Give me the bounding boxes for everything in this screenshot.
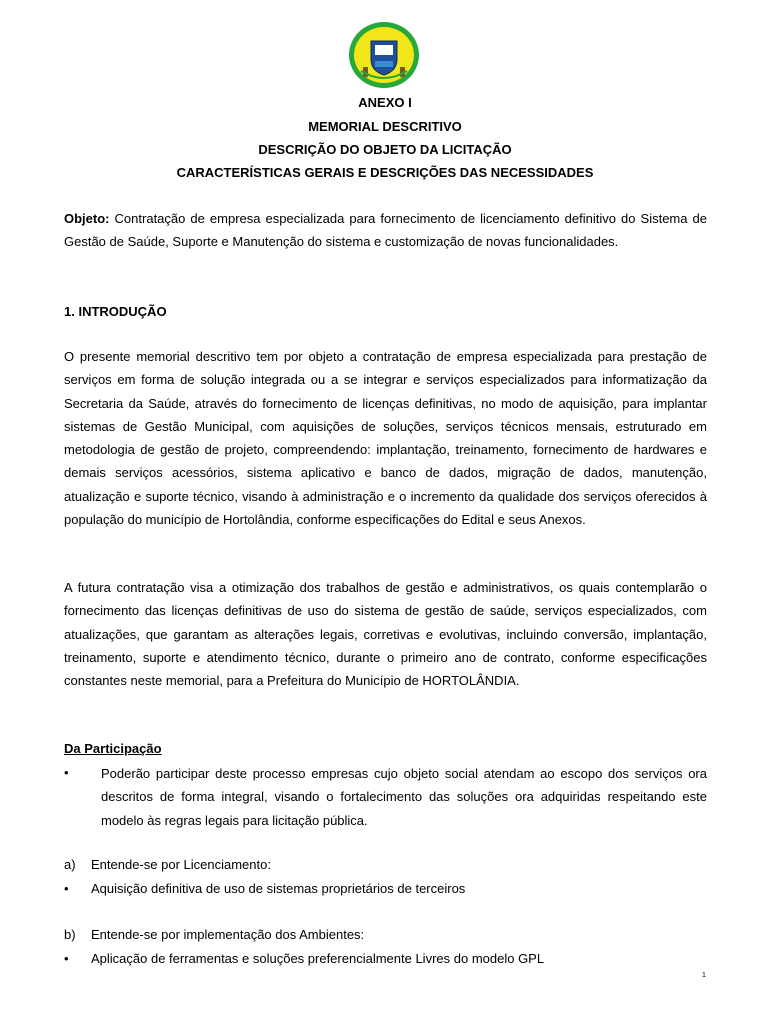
objeto-text: Contratação de empresa especializada para fornecimento de licenciamento definitivo do Sistema de Gestão de Saúde, Suporte e Manutenção do sistema e customização de novas funcionalidades. (64, 211, 707, 250)
item-a-marker: a) (64, 857, 76, 872)
objeto-paragraph (64, 207, 707, 254)
intro-paragraph-2: A futura contratação visa a otimização dos trabalhos de gestão e administrativos, os quais contemplarão o fornecimento das licenças definitivas de uso do sistema de gestão de saúde, serviços especializados, com atualizações, que garantam as alterações legais, corretivas e evolutivas, incluindo conversão, implantação, treinamento, suporte e atendimento técnico, durante o primeiro ano de contrato, conforme especificações constantes neste memorial, para a Prefeitura do Município de HORTOLÂNDIA. (64, 580, 707, 689)
participation-title: Da Participação (64, 741, 162, 756)
item-a-title: Entende-se por Licenciamento: (91, 857, 271, 872)
introduction-title: 1. INTRODUÇÃO (64, 304, 167, 319)
bullet-marker: • (64, 765, 69, 780)
item-b-title: Entende-se por implementação dos Ambientes: (91, 927, 365, 942)
participation-bullet: Poderão participar deste processo empresas cujo objeto social atendam ao escopo dos serviços ora descritos de forma integral, visando o fortalecimento das soluções ora adquiridas respeitando este modelo às regras legais para licitação pública. (101, 766, 707, 828)
object-description-heading: DESCRIÇÃO DO OBJETO DA LICITAÇÃO (258, 142, 512, 157)
item-b-bullet-marker: • (64, 951, 69, 966)
objeto-label: Objeto: (64, 211, 110, 226)
item-a-bullet: Aquisição definitiva de uso de sistemas proprietários de terceiros (91, 881, 466, 896)
page-number: 1 (702, 972, 706, 979)
item-b-bullet: Aplicação de ferramentas e soluções preferencialmente Livres do modelo GPL (91, 951, 545, 966)
intro-paragraph-1: O presente memorial descritivo tem por objeto a contratação de empresa especializada para prestação de serviços em forma de solução integrada ou a se integrar e serviços especializados para informatização da Secretaria da Saúde, através do fornecimento de licenças definitivas, no modo de aquisição, para implantar sistemas de Gestão Municipal, com aquisições de soluções, serviços técnicos mensais, estruturado em metodologia de gestão de projeto, compreendendo: implantação, treinamento, fornecimento de hardwares e demais serviços acessórios, sistema aplicativo e banco de dados, migração de dados, manutenção, atualização e suporte técnico, visando à administração e o incremento da qualidade dos serviços oferecidos à população do município de Hortolândia, conforme especificações do Edital e seus Anexos. (64, 349, 707, 528)
annex-heading: ANEXO I (358, 95, 412, 110)
item-a-bullet-marker: • (64, 881, 69, 896)
item-b-marker: b) (64, 927, 76, 942)
characteristics-heading: CARACTERÍSTICAS GERAIS E DESCRIÇÕES DAS NECESSIDADES (176, 165, 594, 180)
hortolandia-logo (347, 21, 421, 89)
memorial-heading: MEMORIAL DESCRITIVO (308, 119, 462, 134)
